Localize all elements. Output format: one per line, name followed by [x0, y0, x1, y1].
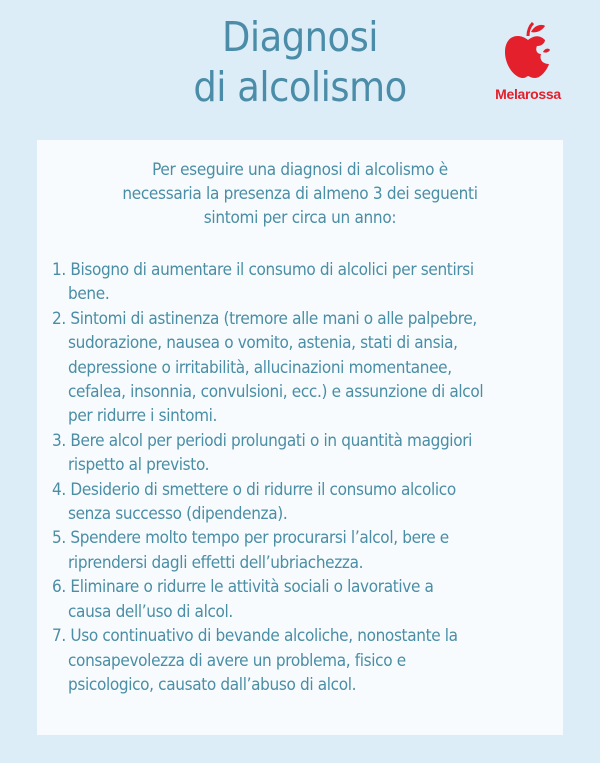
intro-line: necessaria la presenza di almeno 3 dei seguenti	[122, 184, 478, 204]
list-item-line: depressione o irritabilità, allucinazioni momentanee,	[68, 357, 452, 378]
list-item-line: 4. Desiderio di smettere o di ridurre il consumo alcolico	[52, 479, 456, 500]
list-item-line: per ridurre i sintomi.	[68, 406, 218, 427]
list-item-line: 2. Sintomi di astinenza (tremore alle mani o alle palpebre,	[52, 308, 477, 329]
title-line-1: Diagnosi	[221, 13, 379, 61]
list-item-line: cefalea, insonnia, convulsioni, ecc.) e assunzione di alcol	[68, 382, 484, 403]
list-item	[52, 429, 483, 478]
list-item-line: 7. Uso continuativo di bevande alcoliche, nonostante la	[52, 626, 458, 647]
list-item	[52, 258, 483, 307]
list-item-line: sudorazione, nausea o vomito, astenia, stati di ansia,	[68, 333, 458, 354]
intro-line: sintomi per circa un anno:	[203, 208, 397, 228]
list-item	[52, 478, 483, 527]
list-item-line: psicologico, causato dall’abuso di alcol.	[68, 674, 357, 695]
logo-text: Melarossa	[495, 86, 561, 102]
symptom-list	[52, 258, 483, 697]
list-item-line: 6. Eliminare o ridurre le attività sociali o lavorative a	[52, 577, 434, 598]
title-line-2: di alcolismo	[193, 63, 407, 111]
list-item-line: senza successo (dipendenza).	[68, 504, 288, 525]
list-item-line: causa dell’uso di alcol.	[68, 601, 233, 622]
list-item-line: 3. Bere alcol per periodi prolungati o in quantità maggiori	[52, 430, 473, 451]
list-item	[52, 307, 483, 429]
list-item-line: 5. Spendere molto tempo per procurarsi l’alcol, bere e	[52, 528, 449, 549]
page-title	[150, 12, 450, 112]
apple-icon	[503, 22, 553, 80]
list-item-line: consapevolezza di avere un problema, fisico e	[68, 650, 406, 671]
list-item	[52, 526, 483, 575]
content-card	[37, 140, 563, 735]
list-item	[52, 624, 483, 697]
list-item	[52, 575, 483, 624]
intro-line: Per eseguire una diagnosi di alcolismo è	[152, 160, 448, 180]
list-item-line: 1. Bisogno di aumentare il consumo di alcolici per sentirsi	[52, 260, 474, 280]
list-item-line: riprendersi dagli effetti dell’ubriachezza.	[68, 552, 364, 573]
list-item-line: bene.	[68, 284, 110, 305]
intro-text	[37, 158, 563, 230]
melarossa-logo	[488, 22, 568, 102]
list-item-line: rispetto al previsto.	[68, 455, 210, 476]
